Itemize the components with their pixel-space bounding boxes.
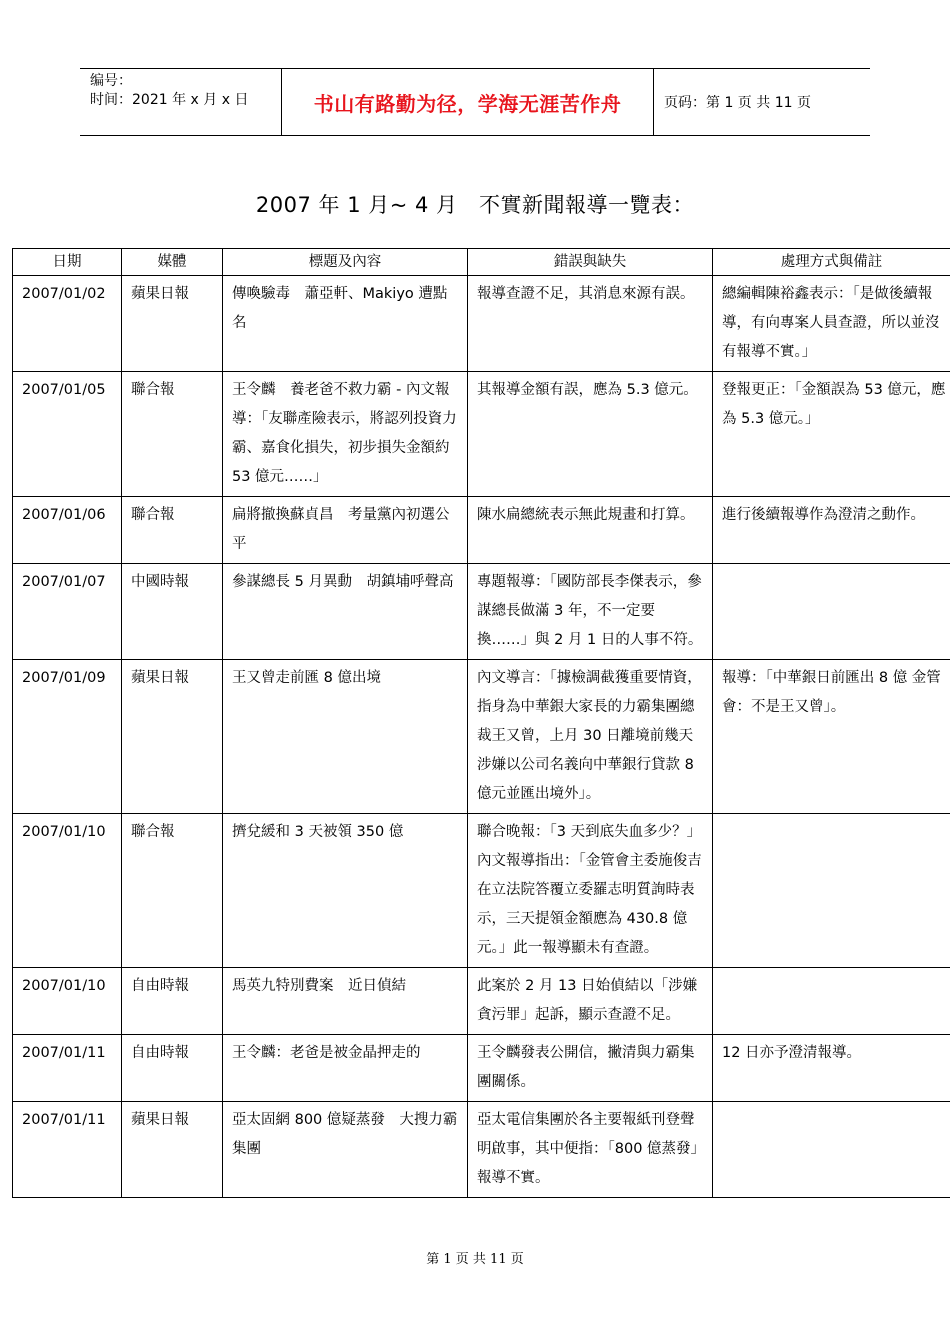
header-date: 日期 [13, 249, 122, 276]
cell-handling: 進行後續報導作為澄清之動作。 [713, 497, 950, 564]
cell-title: 王又曾走前匯 8 億出境 [223, 660, 468, 814]
header-handling: 處理方式與備註 [713, 249, 950, 276]
cell-error: 聯合晚報：「3 天到底失血多少？」內文報導指出：「金管會主委施俊吉在立法院答覆立委羅志明質詢時表示，三天提領金額應為 430.8 億元。」此一報導顯未有查證。 [468, 814, 713, 968]
table-row [13, 1102, 950, 1198]
cell-handling [713, 814, 950, 968]
cell-error: 內文導言：「據檢調截獲重要情資，指身為中華銀大家長的力霸集團總裁王又曾，上月 30 日離境前幾天涉嫌以公司名義向中華銀行貸款 8 億元並匯出境外」。 [468, 660, 713, 814]
cell-date: 2007/01/02 [13, 276, 122, 372]
table-row [13, 1035, 950, 1102]
cell-date: 2007/01/10 [13, 968, 122, 1035]
header-error: 錯誤與缺失 [468, 249, 713, 276]
cell-title: 王令麟 養老爸不救力霸 - 內文報導：「友聯產險表示，將認列投資力霸、嘉食化損失，初步損失金額約 53 億元……」 [223, 372, 468, 497]
header-time-label: 时间：2021 年 x 月 x 日 [90, 92, 249, 108]
cell-media: 中國時報 [122, 564, 223, 660]
page-footer: 第 1 页 共 11 页 [426, 1252, 524, 1267]
cell-media: 聯合報 [122, 814, 223, 968]
cell-title: 參謀總長 5 月異動 胡鎮埔呼聲高 [223, 564, 468, 660]
cell-date: 2007/01/06 [13, 497, 122, 564]
cell-title: 扁將撤換蘇貞昌 考量黨內初選公平 [223, 497, 468, 564]
cell-handling: 12 日亦予澄清報導。 [713, 1035, 950, 1102]
document-title: 2007 年 1 月~ 4 月 不實新聞報導一覽表： [255, 193, 695, 217]
cell-title: 傳喚驗毒 蕭亞軒、Makiyo 遭點名 [223, 276, 468, 372]
cell-handling [713, 1102, 950, 1198]
cell-media: 蘋果日報 [122, 660, 223, 814]
table-row [13, 564, 950, 660]
cell-date: 2007/01/05 [13, 372, 122, 497]
table-row [13, 814, 950, 968]
document-header [80, 68, 870, 136]
cell-error: 報導查證不足，其消息來源有誤。 [468, 276, 713, 372]
cell-media: 蘋果日報 [122, 1102, 223, 1198]
header-motto: 书山有路勤为径，学海无涯苦作舟 [282, 69, 654, 135]
cell-error: 其報導金額有誤，應為 5.3 億元。 [468, 372, 713, 497]
cell-handling: 報導：「中華銀日前匯出 8 億 金管會：不是王又曾」。 [713, 660, 950, 814]
cell-media: 自由時報 [122, 968, 223, 1035]
header-media: 媒體 [122, 249, 223, 276]
cell-error: 王令麟發表公開信，撇清與力霸集團關係。 [468, 1035, 713, 1102]
cell-date: 2007/01/09 [13, 660, 122, 814]
cell-title: 亞太固網 800 億疑蒸發 大搜力霸集團 [223, 1102, 468, 1198]
header-title-content: 標題及內容 [223, 249, 468, 276]
header-page-info: 页码：第 1 页 共 11 页 [664, 95, 811, 111]
header-meta [80, 69, 282, 135]
table-row [13, 372, 950, 497]
table-row [13, 276, 950, 372]
cell-error: 亞太電信集團於各主要報紙刊登聲明啟事，其中便指：「800 億蒸發」報導不實。 [468, 1102, 713, 1198]
cell-handling [713, 564, 950, 660]
cell-handling: 登報更正：「金額誤為 53 億元，應為 5.3 億元。」 [713, 372, 950, 497]
cell-date: 2007/01/07 [13, 564, 122, 660]
cell-error: 專題報導：「國防部長李傑表示，參謀總長做滿 3 年，不一定要換……」與 2 月 1 日的人事不符。 [468, 564, 713, 660]
table-row [13, 497, 950, 564]
cell-title: 馬英九特別費案 近日偵結 [223, 968, 468, 1035]
cell-media: 聯合報 [122, 497, 223, 564]
cell-title: 擠兌緩和 3 天被領 350 億 [223, 814, 468, 968]
cell-date: 2007/01/11 [13, 1035, 122, 1102]
cell-handling: 總編輯陳裕鑫表示：「是做後續報導，有向專案人員查證，所以並沒有報導不實。」 [713, 276, 950, 372]
cell-handling [713, 968, 950, 1035]
cell-media: 聯合報 [122, 372, 223, 497]
cell-date: 2007/01/11 [13, 1102, 122, 1198]
header-number-label: 编号： [90, 73, 132, 89]
false-news-table [12, 248, 950, 1198]
cell-media: 蘋果日報 [122, 276, 223, 372]
cell-error: 此案於 2 月 13 日始偵結以「涉嫌貪污罪」起訴，顯示查證不足。 [468, 968, 713, 1035]
cell-date: 2007/01/10 [13, 814, 122, 968]
table-row [13, 968, 950, 1035]
table-header-row [13, 249, 950, 276]
cell-media: 自由時報 [122, 1035, 223, 1102]
table-row [13, 660, 950, 814]
cell-error: 陳水扁總統表示無此規畫和打算。 [468, 497, 713, 564]
cell-title: 王令麟：老爸是被金晶押走的 [223, 1035, 468, 1102]
